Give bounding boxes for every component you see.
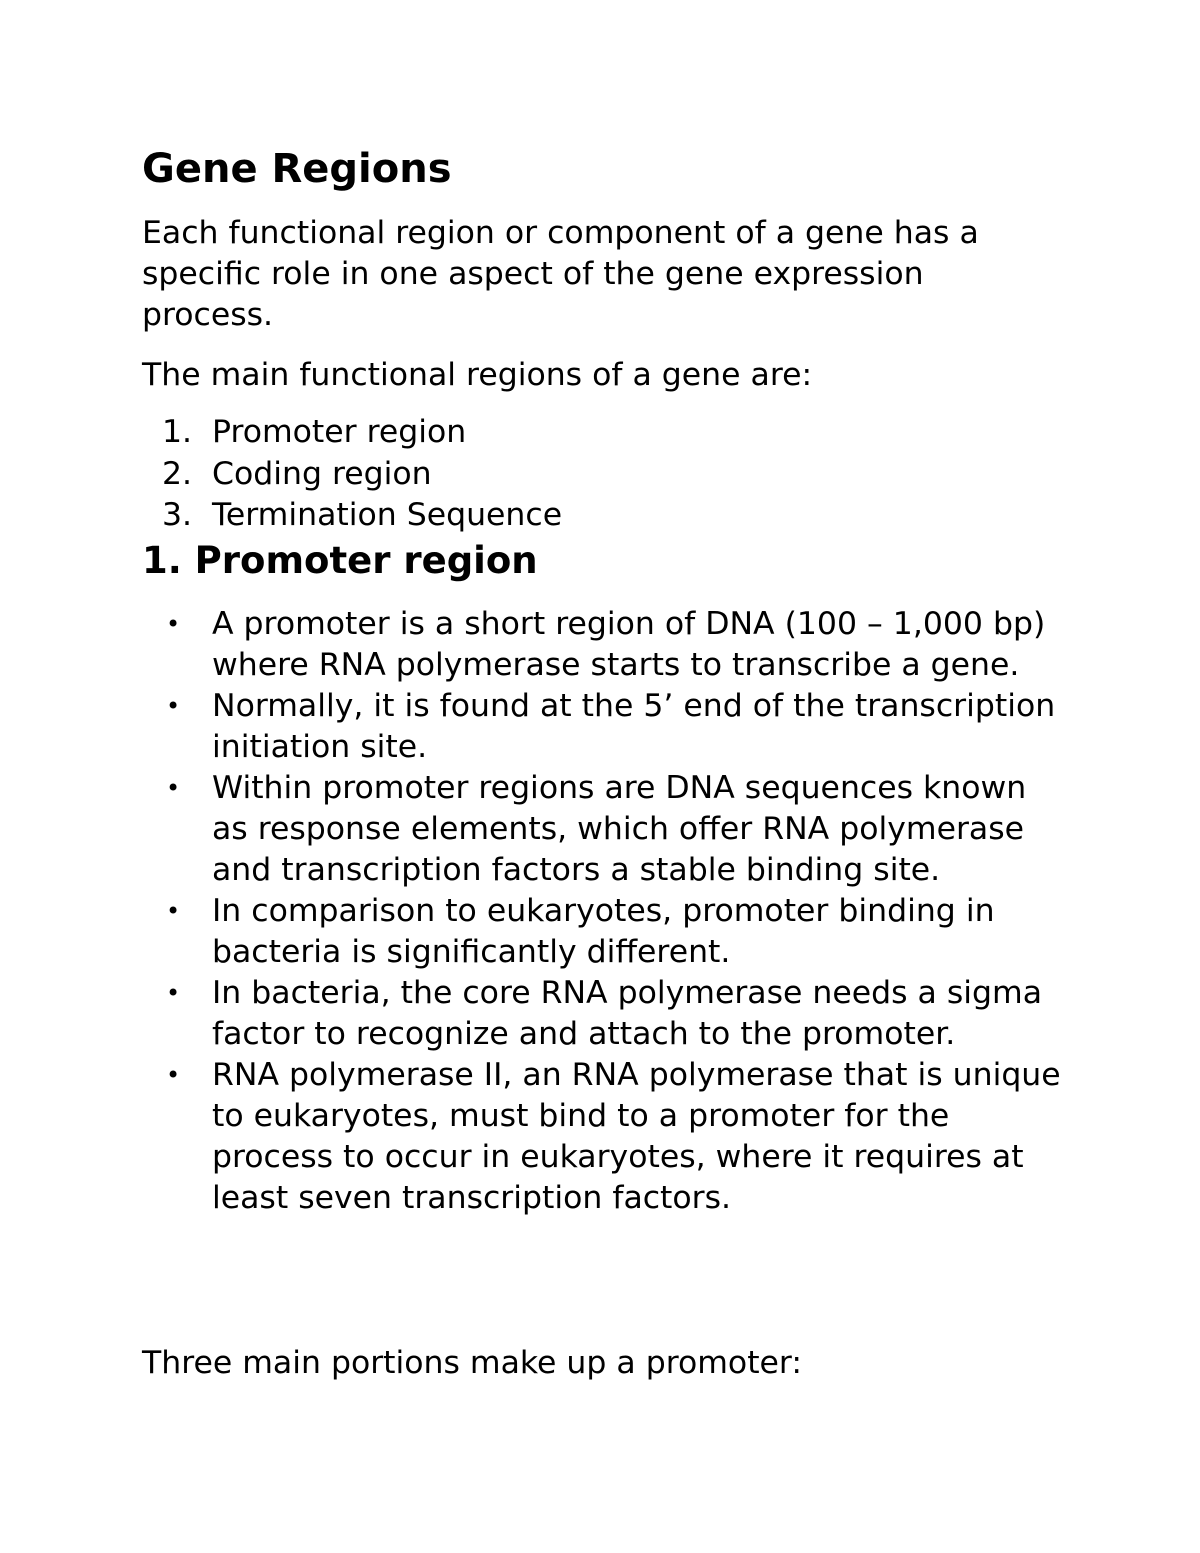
bullet-text: RNA polymerase II, an RNA polymerase that is unique to eukaryotes, must bind to a promoter for the process to occur in eukaryotes, where it requires at least seven transcription factors. (212, 1057, 1061, 1216)
bullet-item (142, 1055, 1062, 1219)
bullet-item (142, 973, 1062, 1055)
functional-regions-list (142, 412, 562, 537)
list-item-text: Coding region (212, 455, 432, 492)
bullet-item (142, 604, 1062, 686)
bullet-icon: • (166, 692, 181, 720)
list-item-number: 1. (162, 414, 193, 450)
promoter-bullet-list (142, 604, 1062, 1219)
bullet-item (142, 768, 1062, 891)
bullet-icon: • (166, 897, 181, 925)
bullet-text: Normally, it is found at the 5’ end of the transcription initiation site. (212, 688, 1056, 765)
bullet-text: A promoter is a short region of DNA (100 – 1,000 bp) where RNA polymerase starts to transcribe a gene. (212, 606, 1046, 683)
bullet-icon: • (166, 979, 181, 1007)
closing-paragraph: Three main portions make up a promoter: (142, 1345, 802, 1381)
page-title: Gene Regions (142, 146, 452, 192)
list-lead-paragraph: The main functional regions of a gene are: (142, 357, 813, 393)
list-item-text: Termination Sequence (212, 497, 563, 533)
intro-paragraph: Each functional region or component of a gene has a specific role in one aspect of the gene expression process. (142, 215, 979, 333)
bullet-text: Within promoter regions are DNA sequences known as response elements, which offer RNA polymerase and transcription factors a stable binding site. (212, 770, 1027, 888)
list-item-number: 3. (162, 497, 193, 533)
bullet-text: In bacteria, the core RNA polymerase needs a sigma factor to recognize and attach to the promoter. (212, 975, 1042, 1052)
list-item-number: 2. (162, 455, 193, 492)
bullet-icon: • (166, 774, 181, 802)
section-heading: 1. Promoter region (142, 539, 538, 582)
list-item (142, 495, 562, 537)
bullet-text: In comparison to eukaryotes, promoter binding in bacteria is significantly different. (212, 893, 995, 970)
bullet-icon: • (166, 610, 181, 638)
list-item (142, 412, 562, 454)
list-item-text: Promoter region (212, 414, 467, 450)
bullet-item (142, 891, 1062, 973)
bullet-icon: • (166, 1061, 181, 1089)
bullet-item (142, 686, 1062, 768)
list-item (142, 454, 562, 496)
